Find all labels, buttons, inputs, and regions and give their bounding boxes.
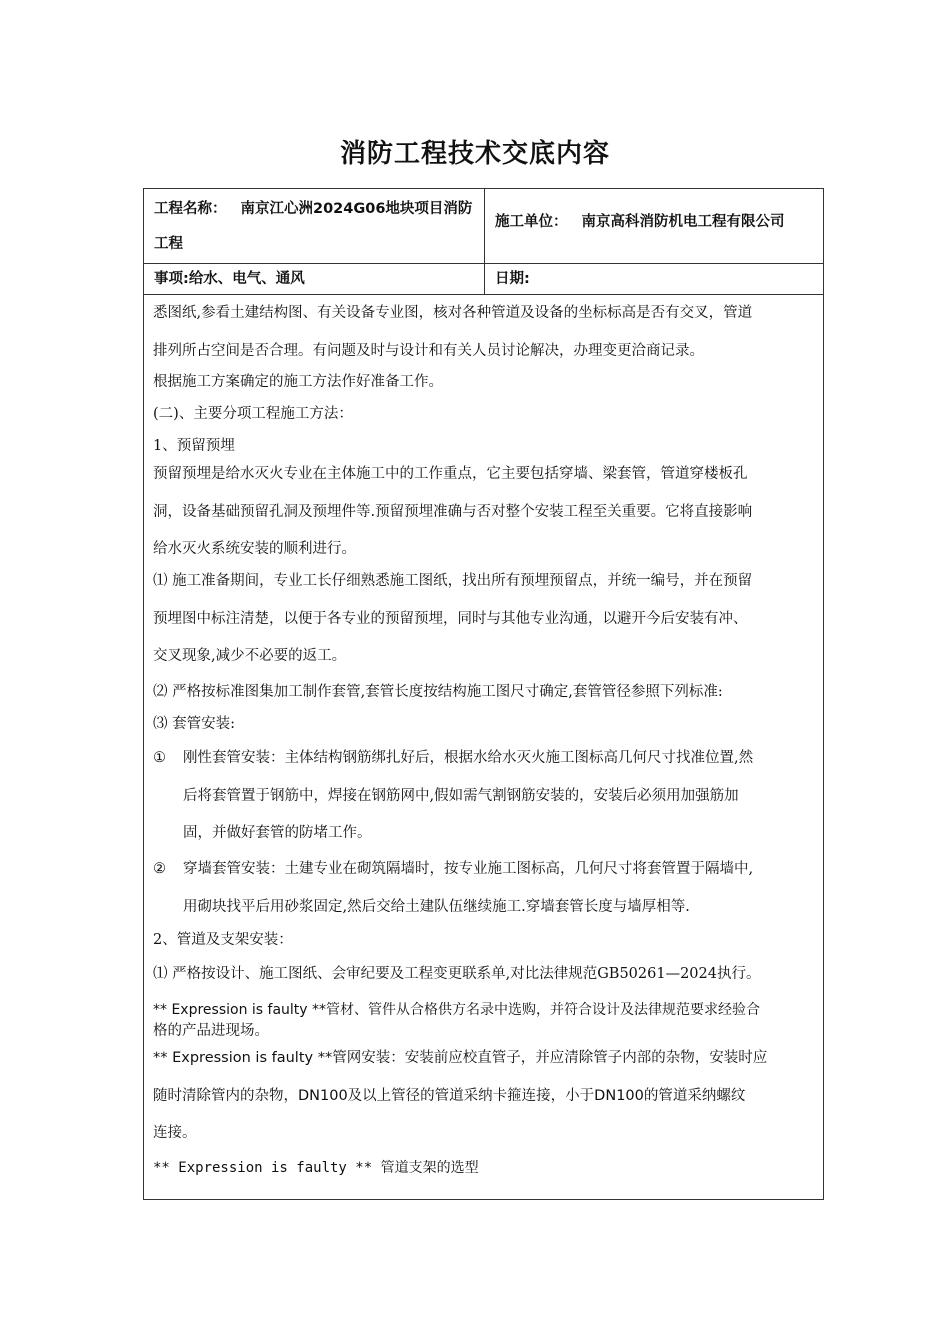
paragraph-materials xyxy=(153,1000,815,1042)
line: 连接。 xyxy=(153,1125,197,1141)
item-text xyxy=(154,268,305,290)
paragraph-step-1 xyxy=(153,563,815,676)
line: 预留预埋是给水灭火专业在主体施工中的工作重点，它主要包括穿墙、梁套管，管道穿楼板孔 xyxy=(153,466,748,482)
date-label: 日期: xyxy=(495,271,530,287)
project-label: 工程名称： xyxy=(154,201,227,217)
line: ② 穿墙套管安装：土建专业在砌筑隔墙时，按专业施工图标高，几何尺寸将套管置于隔墙中, xyxy=(153,851,815,889)
paragraph-step-3: ⑶ 套管安装: xyxy=(153,716,235,732)
header-row-item xyxy=(144,264,823,295)
date-cell xyxy=(485,264,823,294)
paragraph-standards: ⑴ 严格按设计、施工图纸、会审纪要及工程变更联系单,对比法律规范GB50261—2024执行。 xyxy=(153,966,761,982)
line: ⑴ 施工准备期间，专业工长仔细熟悉施工图纸，找出所有预埋预留点，并统一编号，并在预留 xyxy=(153,573,753,589)
unit-label: 施工单位： xyxy=(495,214,568,230)
disclosure-table xyxy=(143,188,824,1200)
paragraph-support-selection: ** Expression is faulty ** 管道支架的选型 xyxy=(153,1160,479,1176)
unit-value: 南京高科消防机电工程有限公司 xyxy=(581,214,785,230)
line: 用砌块找平后用砂浆固定,然后交给土建队伍继续施工.穿墙套管长度与墙厚相等. xyxy=(183,898,690,915)
construction-unit-text xyxy=(495,205,785,240)
document-title: 消防工程技术交底内容 xyxy=(339,139,610,169)
subheading-embedment: 1、预留预埋 xyxy=(153,438,235,454)
circled-marker-1: ① xyxy=(153,750,166,766)
list-item-rigid-sleeve xyxy=(153,740,815,853)
line: ** Expression is faulty **管材、管件从合格供方名录中选购，并符合设计及法律规范要求经验合 xyxy=(153,1002,761,1018)
paragraph-step-2: ⑵ 严格按标准图集加工制作套管,套管长度按结构施工图尺寸确定,套管管径参照下列标准: xyxy=(153,684,723,700)
project-cell xyxy=(144,189,485,263)
line: 排列所占空间是否合理。有问题及时与设计和有关人员讨论解决，办理变更洽商记录。 xyxy=(153,342,704,359)
paragraph-drawing-review xyxy=(153,295,815,370)
item-label: 事项: xyxy=(154,271,189,287)
line: 悉图纸,参看土建结构图、有关设备专业图，核对各种管道及设备的坐标标高是否有交叉，管道 xyxy=(153,305,753,321)
line: 后将套管置于钢筋中，焊接在钢筋网中,假如需气割钢筋安装的，安装后必须用加强筋加 xyxy=(183,787,739,804)
header-row-project xyxy=(144,189,823,264)
list-item-wall-sleeve xyxy=(153,851,815,926)
project-value: 南京江心洲2024G06地块项目消防工程 xyxy=(154,201,473,252)
unit-cell xyxy=(485,189,823,263)
paragraph-embedment xyxy=(153,456,815,569)
item-cell xyxy=(144,264,485,294)
line: 随时清除管内的杂物，DN100及以上管径的管道采纳卡箍连接，小于DN100的管道采纳螺纹 xyxy=(153,1087,746,1104)
paragraph-preparation: 根据施工方案确定的施工方法作好准备工作。 xyxy=(153,374,443,390)
paragraph-pipe-network xyxy=(153,1040,815,1153)
line: 给水灭火系统安装的顺利进行。 xyxy=(153,541,356,557)
item-value: 给水、电气、通风 xyxy=(188,271,305,287)
line: 预埋图中标注清楚，以便于各专业的预留预埋，同时与其他专业沟通，以避开今后安装有冲、 xyxy=(153,610,748,627)
section-heading-methods: (二)、主要分项工程施工方法： xyxy=(153,406,353,422)
line: ** Expression is faulty **管网安装：安装前应校直管子，并应清除管子内部的杂物，安装时应 xyxy=(153,1050,768,1066)
line: ① 刚性套管安装：主体结构钢筋绑扎好后，根据水给水灭火施工图标高几何尺寸找准位置,然 xyxy=(153,740,815,778)
line: 洞，设备基础预留孔洞及预埋件等.预留预埋准确与否对整个安装工程至关重要。它将直接影响 xyxy=(153,503,753,520)
circled-marker-2: ② xyxy=(153,861,166,877)
project-name-text xyxy=(154,192,479,262)
line: 固，并做好套管的防堵工作。 xyxy=(183,825,372,841)
line: 交叉现象,减少不必要的返工。 xyxy=(153,648,347,664)
subheading-pipes: 2、管道及支架安装： xyxy=(153,932,293,948)
line: 格的产品进现场。 xyxy=(153,1023,269,1039)
